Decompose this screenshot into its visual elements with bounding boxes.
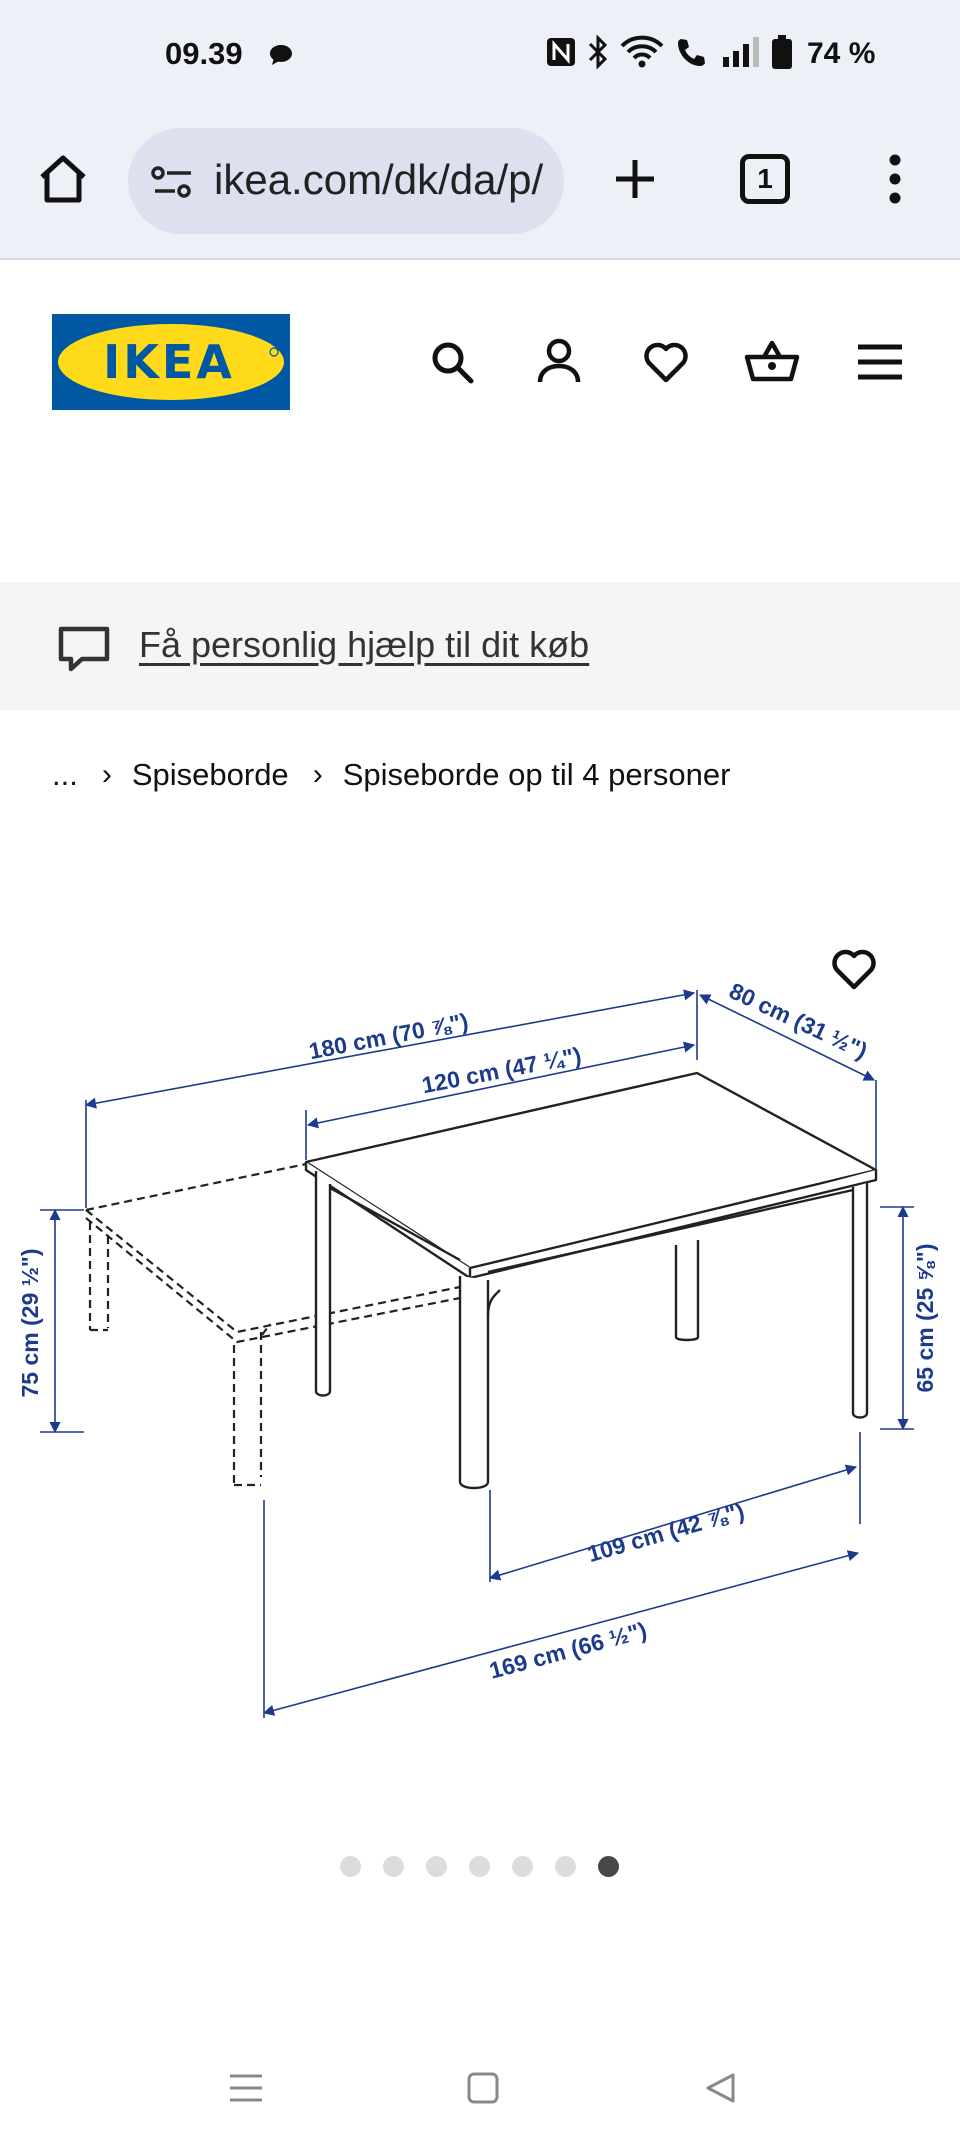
status-time: 09.39 <box>165 36 243 71</box>
bluetooth-icon <box>587 35 609 74</box>
more-options-icon[interactable] <box>876 150 914 208</box>
home-icon[interactable] <box>34 150 92 208</box>
site-header <box>0 260 960 580</box>
carousel-dot[interactable] <box>340 1856 361 1877</box>
battery-percent: 74 % <box>807 37 876 70</box>
carousel-dot[interactable] <box>469 1856 490 1877</box>
chat-bubble-icon <box>268 42 294 73</box>
browser-toolbar <box>0 110 960 260</box>
breadcrumb-ellipsis[interactable]: ... <box>52 757 78 792</box>
site-settings-icon[interactable] <box>150 162 196 202</box>
chevron-right-icon: › <box>312 758 323 791</box>
favourite-heart-icon[interactable] <box>828 944 880 994</box>
carousel-indicator <box>340 1856 619 1877</box>
battery-icon <box>771 35 793 74</box>
ikea-logo[interactable] <box>52 314 290 410</box>
system-navigation-bar <box>0 2040 960 2144</box>
menu-icon[interactable] <box>854 340 906 384</box>
table-outline <box>306 1073 876 1488</box>
dim-label-extended-length: 180 cm (70 ⅞") <box>306 1007 471 1065</box>
dim-label-height: 75 cm (29 ½") <box>17 1248 43 1398</box>
chat-icon <box>56 624 112 679</box>
dim-label-width: 80 cm (31 ½") <box>725 977 872 1065</box>
breadcrumb-item-dining-tables[interactable]: Spiseborde <box>131 757 289 792</box>
carousel-dot[interactable] <box>555 1856 576 1877</box>
signal-icon <box>721 35 761 74</box>
carousel-dot-active[interactable] <box>598 1856 619 1877</box>
wifi-call-icon <box>675 35 711 74</box>
url-text: ikea.com/dk/da/p/ <box>214 156 544 203</box>
shopping-basket-icon[interactable] <box>744 336 800 386</box>
recent-apps-icon[interactable] <box>226 2068 266 2108</box>
table-dimension-drawing <box>0 840 960 1760</box>
home-nav-icon[interactable] <box>463 2068 503 2108</box>
tab-switcher-button[interactable] <box>740 154 790 204</box>
address-bar[interactable] <box>128 128 564 234</box>
wishlist-heart-icon[interactable] <box>641 338 691 386</box>
account-icon[interactable] <box>535 338 583 386</box>
dim-label-between-legs-extended: 169 cm (66 ½") <box>486 1616 650 1684</box>
dim-label-between-legs: 109 cm (42 ⅞") <box>584 1497 748 1568</box>
carousel-dot[interactable] <box>426 1856 447 1877</box>
carousel-dot[interactable] <box>383 1856 404 1877</box>
new-tab-icon[interactable] <box>606 150 664 208</box>
search-icon[interactable] <box>428 338 476 386</box>
chevron-right-icon: › <box>101 758 112 791</box>
nfc-icon <box>545 36 577 73</box>
logo-text: IKEA <box>103 335 235 389</box>
dim-label-leg-clearance: 65 cm (25 ⅝") <box>912 1243 938 1393</box>
breadcrumb-item-tables-4-persons[interactable]: Spiseborde op til 4 personer <box>342 757 731 792</box>
help-link[interactable]: Få personlig hjælp til dit køb <box>139 624 590 665</box>
back-nav-icon[interactable] <box>700 2068 740 2108</box>
breadcrumb <box>52 755 730 795</box>
carousel-dot[interactable] <box>512 1856 533 1877</box>
wifi-icon <box>619 35 665 74</box>
status-bar <box>0 0 960 110</box>
product-image-gallery[interactable] <box>0 840 960 1760</box>
status-icons <box>545 34 875 74</box>
help-banner[interactable] <box>0 582 960 710</box>
dim-label-length: 120 cm (47 ¼") <box>419 1041 584 1099</box>
tab-count: 1 <box>757 163 773 194</box>
